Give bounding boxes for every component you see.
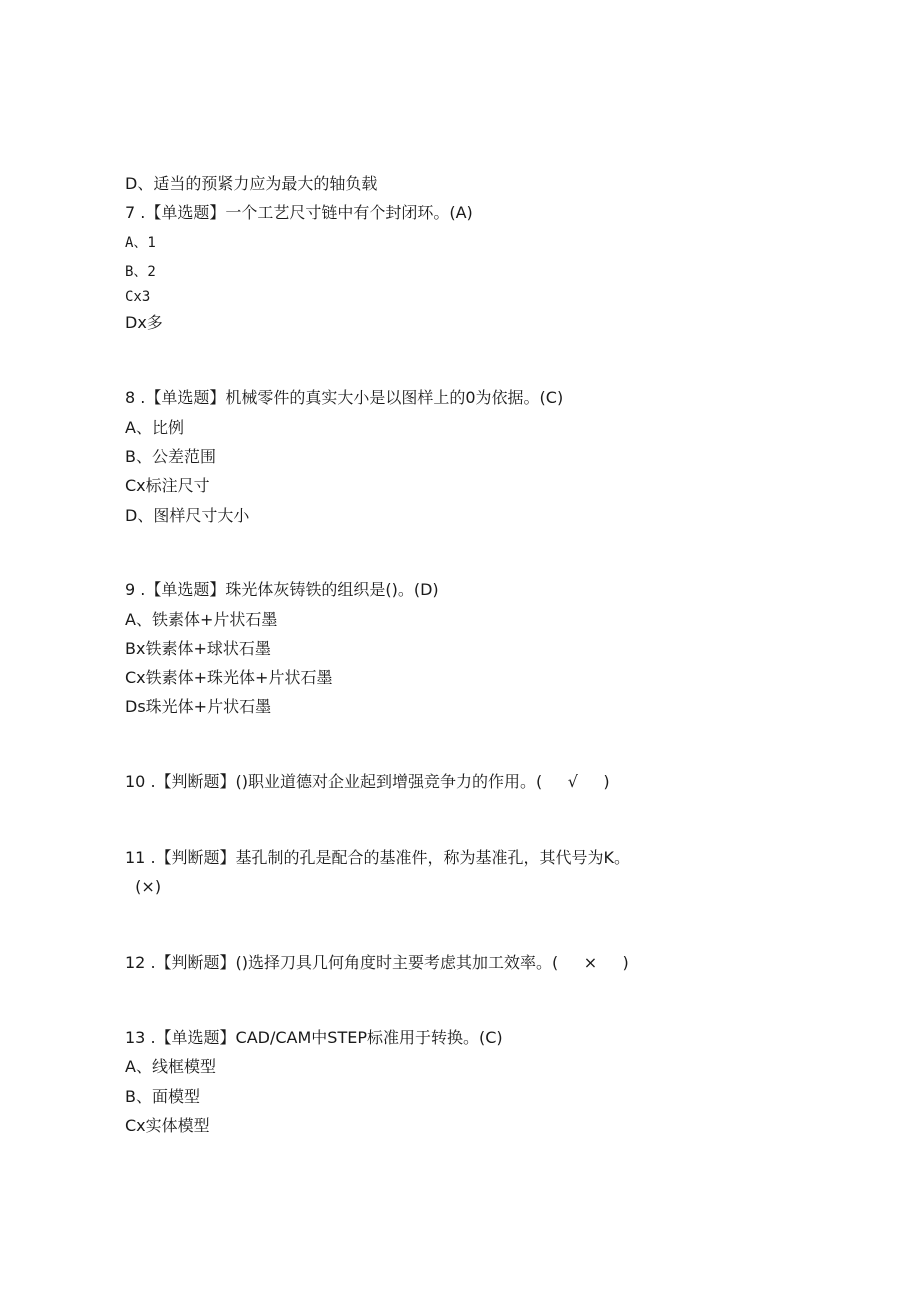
q9-option-b: Bx铁素体+球状石墨 [125,639,271,658]
q9-question: 9 .【单选题】珠光体灰铸铁的组织是()。(D) [125,580,439,599]
q8-option-a: A、比例 [125,418,184,437]
q13-question: 13 .【单选题】CAD/CAM中STEP标准用于转换。(C) [125,1028,503,1047]
q13-option-a: A、线框模型 [125,1057,216,1076]
q13-option-c: Cx实体模型 [125,1116,210,1135]
q8-option-d: D、图样尺寸大小 [125,506,250,525]
q9-option-a: A、铁素体+片状石墨 [125,610,278,629]
q6-option-d: D、适当的预紧力应为最大的轴负载 [125,174,378,193]
q8-option-b: B、公差范围 [125,447,216,466]
q7-option-c: Cx3 [125,289,151,305]
q10-question: 10 .【判断题】()职业道德对企业起到增强竞争力的作用。( √ ) [125,772,610,791]
q12-question: 12 .【判断题】()选择刀具几何角度时主要考虑其加工效率。( × ) [125,953,629,972]
q7-option-a: A、1 [125,235,156,251]
q8-question: 8 .【单选题】机械零件的真实大小是以图样上的0为依据。(C) [125,388,564,407]
q9-option-c: Cx铁素体+珠光体+片状石墨 [125,668,333,687]
q7-question: 7 .【单选题】一个工艺尺寸链中有个封闭环。(A) [125,203,473,222]
q9-option-d: Ds珠光体+片状石墨 [125,697,272,716]
q7-option-d: Dx多 [125,313,163,332]
q13-option-b: B、面模型 [125,1087,200,1106]
q7-option-b: B、2 [125,264,156,280]
q8-option-c: Cx标注尺寸 [125,476,210,495]
q11-question: 11 .【判断题】基孔制的孔是配合的基准件，称为基准孔，其代号为K。 [125,848,631,867]
q11-answer: (×) [125,877,162,896]
